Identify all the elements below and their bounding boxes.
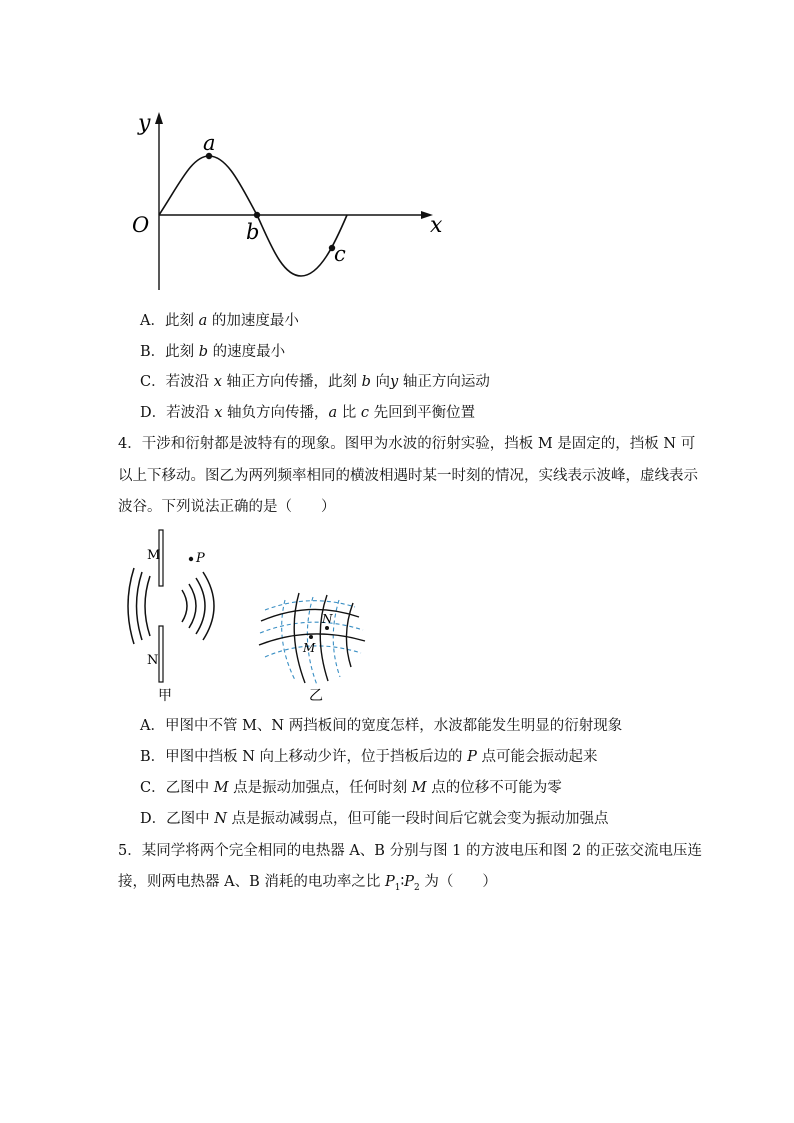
incident-wave-2: [137, 572, 143, 640]
point-n-label: N: [322, 612, 333, 626]
q4-option-a[interactable]: A．甲图中不管 M、N 两挡板间的宽度怎样，水波都能发生明显的衍射现象: [140, 718, 623, 734]
option-d-var1: x: [214, 405, 223, 421]
option-a-pre: A．此刻: [140, 313, 199, 329]
point-n-dot: [325, 626, 329, 630]
q4-option-b-var: P: [467, 749, 477, 765]
q4-line-3: 波谷。下列说法正确的是（ ）: [118, 499, 336, 515]
point-a-label: a: [203, 131, 216, 155]
diffracted-wave-3: [196, 578, 205, 634]
option-a-post: 的加速度最小: [207, 313, 299, 329]
option-c-mid: 轴正方向传播，此刻: [221, 374, 362, 390]
q4-option-c-mid: 点是振动加强点，任何时刻: [228, 780, 412, 796]
y-axis-label: y: [138, 111, 151, 136]
point-m-dot: [309, 635, 313, 639]
point-b-label: b: [246, 220, 260, 244]
q5-line-2: [118, 872, 497, 898]
diffracted-wave-2: [189, 584, 196, 628]
point-m-label: M: [303, 641, 316, 655]
q5-p2: P: [404, 874, 414, 890]
fig-yi-caption: 乙: [309, 688, 323, 704]
incident-wave-1: [128, 568, 134, 644]
wave-graph: [120, 108, 450, 298]
option-b-pre: B．此刻: [140, 344, 199, 360]
q5-line-2-post: 为（ ）: [419, 874, 497, 890]
option-d-var2: a: [328, 405, 338, 421]
q4-option-d-var: N: [214, 811, 227, 827]
incident-wave-3: [145, 576, 150, 636]
q4-option-c[interactable]: [140, 778, 562, 798]
option-a-var: a: [198, 313, 208, 329]
point-p-label: P: [196, 551, 205, 566]
option-d-mid: 轴负方向传播，: [222, 405, 329, 421]
q3-option-b[interactable]: [140, 342, 285, 362]
q3-option-a[interactable]: [140, 311, 299, 331]
q4-line-1: 4．干涉和衍射都是波特有的现象。图甲为水波的衍射实验，挡板 M 是固定的，挡板 N 可: [118, 436, 696, 452]
option-d-pre: D．若波沿: [140, 405, 215, 421]
point-b-dot: [254, 212, 260, 218]
option-c-post: 轴正方向运动: [398, 374, 490, 390]
option-d-var3: c: [360, 405, 370, 421]
q4-line-2: 以上下移动。图乙为两列频率相同的横波相遇时某一时刻的情况，实线表示波峰，虚线表示: [118, 468, 698, 484]
barrier-m-label: M: [147, 548, 161, 563]
q3-option-c[interactable]: [140, 372, 490, 392]
q5-colon: ∶: [400, 874, 405, 890]
y-axis-arrow: [155, 112, 163, 124]
barrier-n-label: N: [147, 653, 159, 668]
q5-p1-sub: 1: [394, 882, 401, 893]
q4-option-d-post: 点是振动减弱点，但可能一段时间后它就会变为振动加强点: [226, 811, 609, 827]
fig-jia-diffraction: [118, 528, 238, 708]
option-c-mid2: 向: [370, 374, 391, 390]
barrier-n: [159, 626, 163, 682]
q4-option-b-post: 点可能会振动起来: [476, 749, 598, 765]
option-b-var: b: [198, 344, 209, 360]
diffracted-wave-1: [182, 590, 187, 622]
q4-option-b-pre: B．甲图中挡板 N 向上移动少许，位于挡板后边的: [140, 749, 468, 765]
x-axis-label: x: [430, 213, 443, 238]
point-p-dot: [189, 557, 193, 561]
q4-option-c-post: 点的位移不可能为零: [426, 780, 562, 796]
option-c-var1: x: [213, 374, 222, 390]
sine-curve: [159, 156, 347, 276]
q4-option-c-var2: M: [411, 780, 427, 796]
option-d-mid2: 比: [337, 405, 361, 421]
option-c-var3: y: [390, 374, 399, 390]
q3-option-d[interactable]: [140, 403, 475, 423]
q5-line-1: 5．某同学将两个完全相同的电热器 A、B 分别与图 1 的方波电压和图 2 的正弦交流电压连: [118, 843, 702, 859]
option-c-pre: C．若波沿: [140, 374, 214, 390]
q5-p1: P: [384, 874, 395, 890]
q4-option-b[interactable]: [140, 747, 598, 767]
q4-option-d[interactable]: [140, 809, 609, 829]
q4-option-d-pre: D．乙图中: [140, 811, 215, 827]
q5-line-2-pre: 接，则两电热器 A、B 消耗的电功率之比: [118, 874, 385, 890]
point-c-label: c: [334, 242, 346, 266]
q5-p2-sub: 2: [414, 882, 420, 893]
option-c-var2: b: [361, 374, 371, 390]
option-d-post: 先回到平衡位置: [369, 405, 476, 421]
fig-jia-caption: 甲: [158, 688, 172, 704]
q4-option-c-var1: M: [213, 780, 229, 796]
fig-yi-interference: [255, 585, 375, 710]
option-b-post: 的速度最小: [208, 344, 286, 360]
q4-option-c-pre: C．乙图中: [140, 780, 214, 796]
origin-label: O: [132, 213, 150, 237]
